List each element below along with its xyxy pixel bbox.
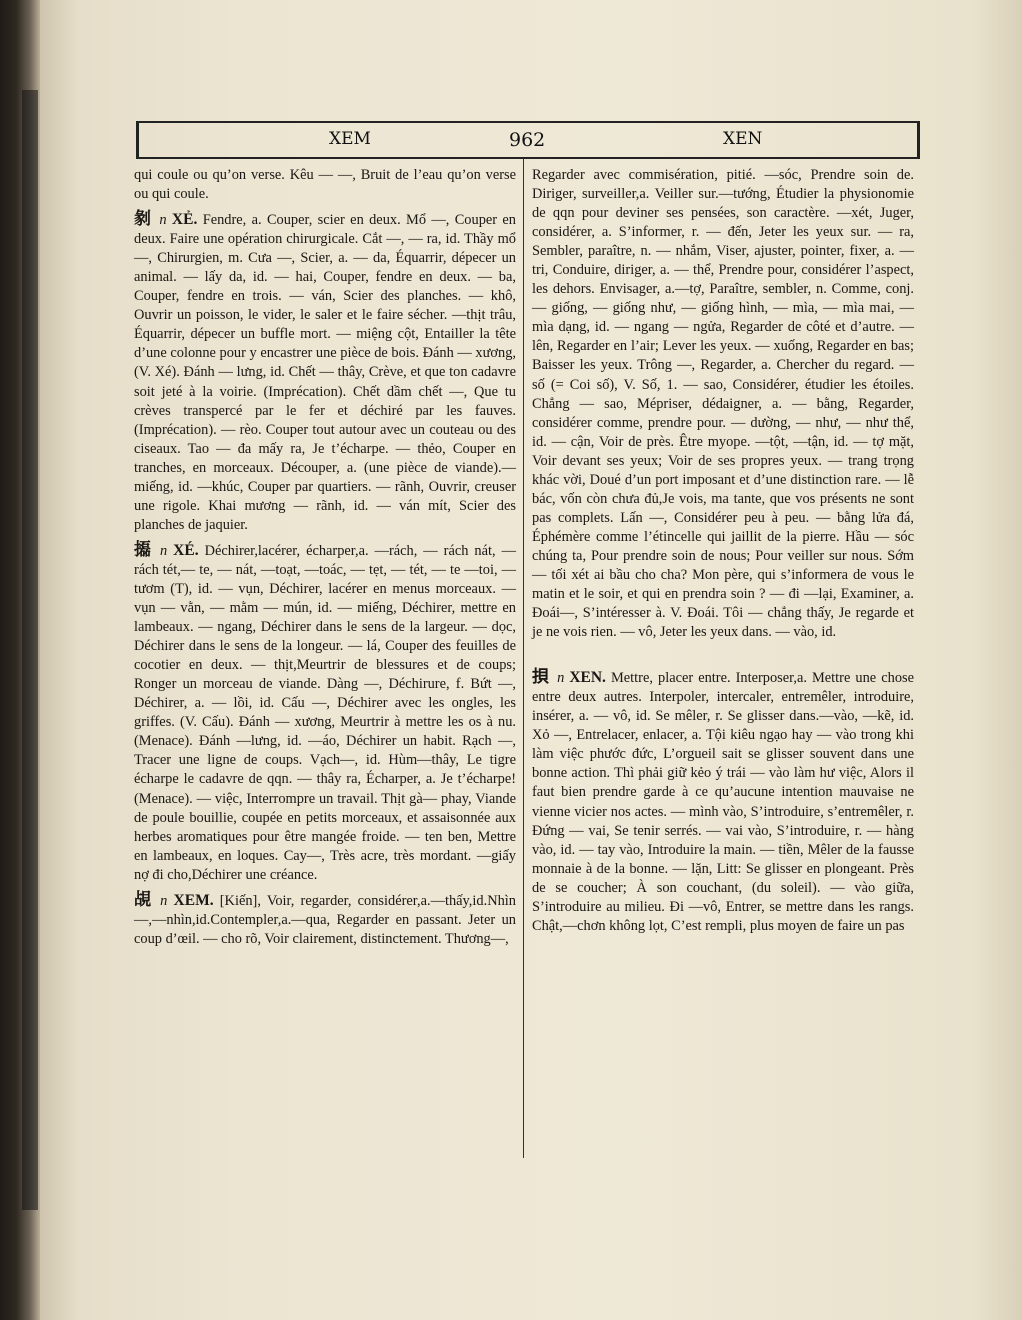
continuation-text: qui coule ou qu’on verse. Kêu — —, Bruit de l’eau qu’on verse ou qui coule. [134, 167, 516, 203]
column-divider [523, 158, 524, 1158]
part-of-speech: n [159, 212, 167, 229]
header-left-word: XEM [329, 129, 371, 149]
page-number: 962 [509, 129, 546, 151]
definition: Mettre, placer entre. Interposer,a. Mettre une chose entre deux autres. Interpoler, intercaler, entremêler, introduire, insérer, a. — vô, id. Se mêler, r. Se glisser dans.—vào, —kẽ, id. Xỏ —, Entrelacer, enlacer, a. Tội kiêu ngạo hay — vào trong khi làm việc phước đức, L’orgueil sait se glisser souvent dans une bonne action. Thì phải giữ kẻo ý trái — vào làm hư việc, Alors il faut bien prendre garde à ce qu’aucune intention mauvaise ne vienne vicier nos actes. — mình vào, S’introduire, s’entremêler, r. Đứng — vai, Se tenir serrés. — vai vào, S’introduire, r. — hàng vào, id. — tay vào, Introduire la main. — tiền, Mêler de la fausse monnaie à de la bonne. — lặn, Litt: Se glisser en plongeant. Près de se coucher; À son couchant, (du soleil). — vào giữa, S’introduire au milieu. Đi —vô, Entrer, se mettre dans les rangs. Chật,—chơn không lọt, C’est rempli, plus moyen de faire un pas [532, 670, 914, 934]
entry-xen [532, 668, 914, 936]
entry-character: 覘 [134, 889, 150, 910]
entry-character: 㩡 [134, 539, 150, 560]
definition: [Kiến], Voir, regarder, considérer,a.—thấy,id.Nhìn—,—nhìn,id.Contempler,a.—qua, Regarder en passant. Jeter un coup d’œil. — cho rõ, Voir clairement, distinctement. Thương—, [134, 892, 516, 947]
continuation-text: Regarder avec commisération, pitié. —sóc, Prendre soin de. Diriger, surveiller,a. Veiller sur.—tướng, Étudier la physionomie de qqn pour deviner ses pensées, son caractère. —xét, Juger, considérer, a. S’informer, r. — đến, Jeter les yeux sur. — ra, Sembler, paraître, n. — nhắm, Viser, ajuster, pointer, fixer, a. — tri, Conduire, diriger, a. — thể, Prendre pour, considérer l’aspect, les dehors. Envisager, a.—tợ, Paraître, sembler, n. Comme, conj. — giống, — giống như, — giống hình, — mìa, — mìa mai, — mìa dạng, id. — ngang — ngửa, Regarder de côté et d’autre. — lên, Regarder en l’air; Lever les yeux. — xuống, Regarder en bas; Baisser les yeux. Trông —, Regarder, a. Chercher du regard. — số (= Coi số), V. Số, 1. — sao, Considérer, étudier les étoiles. Chẳng — sao, Mépriser, dédaigner, a. — bằng, Regarder, considérer comme, prendre pour. — dường, — như, — như thể, id. — cận, Voir de près. Être myope. —tột, —tận, id. — tợ mặt, Voir devant ses yeux; Voir de ses propres yeux. — trang trọng khác vời, Doué d’un port imposant et d’une distinction rare. — lễ bác, vốn còn chưa đủ,Je vois, ma tante, que vos présents ne sont pas complets. Lấn —, Considérer peu à peu. — bằng lửa đá, Éphémère comme l’étincelle qui jaillit de la pierre. Hầu — sóc chúng ta, Pour prendre soin de nous; Pour veiller sur nous. Sớm — tối xét ai bầu cho cha? Mon père, qui s’informera de vous le matin et le soir, et qui en prendra soin ? — đi —lại, Examiner, a. Đoái—, S’intéresser à. V. Đoái. Tôi — chẳng thấy, Je regarde et je ne vois rien. — vô, Jeter les yeux dans. — vào, id. [532, 167, 914, 641]
part-of-speech: n [160, 892, 168, 909]
entry-character: 剶 [134, 209, 150, 230]
definition: Fendre, a. Couper, scier en deux. Mổ —, Couper en deux. Faire une opération chirurgicale. Cắt —, — ra, id. Thầy mổ —, Chirurgien, m. Cưa —, Scier, a. — da, Équarrir, dépecer un animal. — lấy da, id. — hai, Couper, fendre en deux. — ba, Couper, fendre en trois. — ván, Scier des planches. — khô, Ouvrir un poisson, le vider, le saler et le faire sécher. —thịt trâu, Équarrir, dépecer un buffle mort. — miệng cột, Entailler la tête d’une colonne pour y encastrer une pièce de bois. Đánh — xương, (V. Xé). Đánh — lưng, id. Chết — thây, Crève, et que ton cadavre soit jeté à la voirie. (Imprécation). Chết dầm chết —, Que tu crèves transpercé par le fer et déchiré par les fauves. (Imprécation). — rèo. Couper tout autour avec un couteau ou des ciseaux. Tao — đa mấy ra, Je t’écharpe. — thẻo, Couper en tranches, en morceaux. Découper, a. (une pièce de viande).—miếng, id. —khúc, Couper par quartiers. — rãnh, Ouvrir, creuser une rigole. Khai mương — rãnh, id. — ván mít, Scier des planches de jaquier. [134, 212, 516, 533]
binding-shadow [22, 90, 38, 1210]
headword: XEM. [173, 891, 214, 909]
left-column [134, 166, 516, 949]
right-column [532, 166, 914, 936]
part-of-speech: n [159, 542, 168, 559]
headword: XEN. [569, 669, 606, 687]
part-of-speech: n [557, 670, 565, 687]
headword: XÉ. [173, 541, 199, 559]
headword: XẺ. [171, 211, 198, 229]
running-header [136, 121, 920, 159]
entry-xem [134, 891, 516, 949]
header-right-word: XEN [723, 129, 763, 149]
definition: Déchirer,lacérer, écharper,a. —rách, — rách nát, —rách tét,— te, — nát, —toạt, —toác, — tẹt, — tét, — te —toi, — tươm (T), id. — vụn, Déchirer, lacérer en menus morceaux. — vụn — vằn, — mằm — mún, id. — miếng, Déchirer, mettre en lambeaux. — ngang, Déchirer dans le sens de la largeur. — dọc, Déchirer dans le sens de la longeur. — lá, Couper des feuilles de cocotier en deux. — thịt,Meurtrir de blessures et de coups; Ronger un morceau de viande. Dàng —, Déchirure, f. Bứt —, Déchirer, a. — lồi, id. Cấu —, Déchirer avec les ongles, les griffes. (V. Cấu). Đánh — xương, Meurtrir à mettre les os à nu. (Menace). Đánh —lưng, id. —áo, Déchirer un habit. Rạch —, Tracer une ligne de coups. Vạch—, id. Hùm—thây, Le tigre écharpe le cadavre de qqn. — thây ra, Écharper, a. Je t’écharpe! (Menace). — việc, Interrompre un travail. Thịt gà— phay, Viande de poule bouillie, coupée en petits morceaux, et assaisonnée aux herbes aromatiques pour être mangée froide. — ten ben, Mettre en lambeaux, en loques. Cay—, Très acre, très mordant. —giấy nợ đi cho,Déchirer une créance. [134, 542, 516, 883]
entry-xe2 [134, 541, 516, 885]
entry-xe1 [134, 210, 516, 535]
entry-character: 𢭲 [532, 667, 548, 688]
